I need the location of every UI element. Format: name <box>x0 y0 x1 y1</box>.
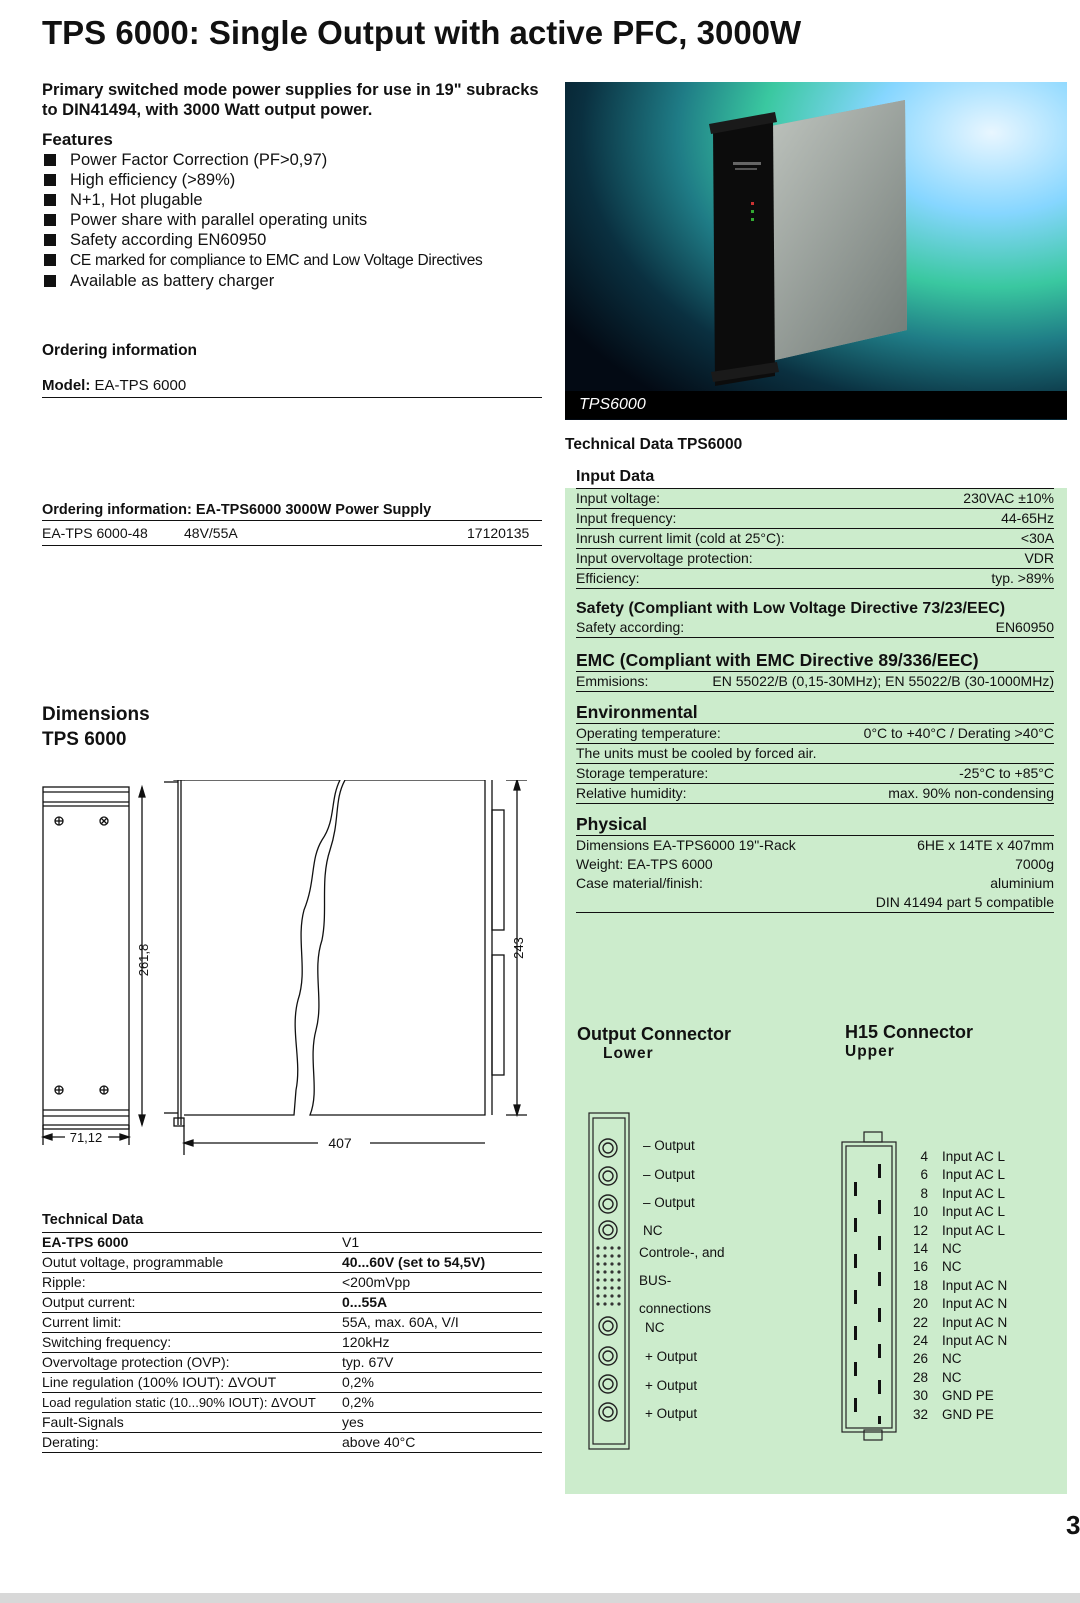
h15-pin-row: 28 NC <box>912 1369 962 1385</box>
table-row: Ripple: <200mVpp <box>42 1273 542 1293</box>
square-bullet-icon <box>44 194 56 206</box>
h15-pin-row: 18 Input AC N <box>912 1277 1008 1293</box>
table-row: Line regulation (100% IOUT): ΔVOUT 0,2% <box>42 1373 542 1393</box>
square-bullet-icon <box>44 174 56 186</box>
viewer-bottom-bar <box>0 1593 1080 1603</box>
output-pin-label: NC <box>645 1320 665 1335</box>
output-pin-label: NC <box>643 1223 663 1238</box>
feature-item: Safety according EN60950 <box>42 230 482 250</box>
table-row: EA-TPS 6000 V1 <box>42 1233 542 1253</box>
output-pin-label: BUS- <box>639 1273 672 1288</box>
h15-pin-list <box>908 1148 1007 1424</box>
spec-row: Case material/finish: aluminium <box>576 875 1054 891</box>
h15-connector-header: H15 Connector Upper <box>845 1022 974 1060</box>
safety-section <box>576 600 1054 638</box>
left-tech-data-heading: Technical Data <box>42 1212 144 1228</box>
table-row: Outut voltage, programmable 40...60V (set to 54,5V) <box>42 1253 542 1273</box>
dim-inner-label: 243 <box>511 937 526 959</box>
h15-pin-row: 16 NC <box>912 1259 962 1275</box>
section-heading: EMC (Compliant with EMC Directive 89/336/EEC) <box>576 650 979 670</box>
features-heading: Features <box>42 130 113 149</box>
environmental-section <box>576 702 1054 804</box>
h15-pin-row: 24 Input AC N <box>912 1333 1008 1349</box>
spec-row: Input voltage: 230VAC ±10% <box>576 490 1054 506</box>
table-row: Output current: 0...55A <box>42 1293 542 1313</box>
spec-row: Input frequency: 44-65Hz <box>576 510 1054 526</box>
physical-section <box>576 814 1054 913</box>
spec-row: Efficiency: typ. >89% <box>576 568 1054 589</box>
front-panel-outline <box>43 787 129 1129</box>
spec-row: Storage temperature: -25°C to +85°C <box>576 765 1054 781</box>
table-row: Current limit: 55A, max. 60A, V/I <box>42 1313 542 1333</box>
model-value: EA-TPS 6000 <box>94 377 187 394</box>
output-connector-drawing <box>588 1112 632 1452</box>
dim-height-label: 261,8 <box>136 943 151 977</box>
spec-row: Input overvoltage protection: VDR <box>576 550 1054 566</box>
square-bullet-icon <box>44 254 56 266</box>
ordering-table-heading: Ordering information: EA-TPS6000 3000W Power Supply <box>42 502 542 521</box>
feature-item: Available as battery charger <box>42 271 482 291</box>
square-bullet-icon <box>44 214 56 226</box>
spec-row: DIN 41494 part 5 compatible <box>576 893 1054 913</box>
table-row: Overvoltage protection (OVP): typ. 67V <box>42 1353 542 1373</box>
square-bullet-icon <box>44 154 56 166</box>
square-bullet-icon <box>44 275 56 287</box>
h15-connector-drawing <box>840 1130 900 1446</box>
dimension-drawing <box>40 780 550 1160</box>
spec-row: Inrush current limit (cold at 25°C): <30A <box>576 530 1054 546</box>
ordering-heading: Ordering information <box>42 342 197 359</box>
output-pin-label: + Output <box>645 1406 698 1421</box>
output-pin-label: + Output <box>645 1349 698 1364</box>
feature-item: Power Factor Correction (PF>0,97) <box>42 150 482 170</box>
feature-item: Power share with parallel operating units <box>42 210 482 230</box>
output-connector-header: Output Connector Lower <box>577 1024 731 1062</box>
section-heading: Environmental <box>576 702 698 722</box>
order-model: EA-TPS 6000-48 <box>42 525 148 541</box>
spec-row: Relative humidity: max. 90% non-condensing <box>576 783 1054 804</box>
output-pin-label: – Output <box>643 1195 695 1210</box>
photo-caption: TPS6000 <box>565 391 1067 419</box>
output-pin-label: – Output <box>643 1138 695 1153</box>
features-list <box>42 150 482 291</box>
h15-pin-row: 6 Input AC L <box>920 1167 1006 1183</box>
table-row: Derating: above 40°C <box>42 1433 542 1453</box>
model-line <box>42 377 542 398</box>
left-tech-data-table <box>42 1232 542 1453</box>
h15-pin-row: 12 Input AC L <box>912 1222 1006 1238</box>
power-supply-image <box>565 82 1067 420</box>
spec-row: Dimensions EA-TPS6000 19"-Rack 6HE x 14TE x 407mm <box>576 837 1054 853</box>
ordering-table-row <box>42 525 542 546</box>
section-heading: Physical <box>576 814 648 834</box>
dim-depth-label: 407 <box>328 1135 352 1151</box>
page-number: 3 <box>1066 1510 1080 1540</box>
h15-pin-row: 10 Input AC L <box>912 1204 1006 1220</box>
h15-pin-row: 26 NC <box>912 1351 962 1367</box>
output-pin-label: Controle-, and <box>639 1245 725 1260</box>
output-pin-label: – Output <box>643 1167 695 1182</box>
h15-pin-row: 20 Input AC N <box>912 1296 1008 1312</box>
page-title: TPS 6000: Single Output with active PFC, 3000W <box>42 14 802 51</box>
dimensions-heading: Dimensions TPS 6000 <box>42 704 150 750</box>
feature-item: High efficiency (>89%) <box>42 170 482 190</box>
tech-data-heading: Technical Data TPS6000 <box>565 436 743 453</box>
h15-pin-row: 32 GND PE <box>912 1406 994 1422</box>
h15-pin-row: 14 NC <box>912 1241 962 1257</box>
model-label: Model: <box>42 377 91 394</box>
h15-pin-row: 22 Input AC N <box>912 1314 1008 1330</box>
h15-pin-row: 4 Input AC L <box>920 1149 1006 1164</box>
product-photo <box>565 82 1067 420</box>
section-heading: Safety (Compliant with Low Voltage Directive 73/23/EEC) <box>576 600 1006 617</box>
square-bullet-icon <box>44 234 56 246</box>
h15-pin-row: 30 GND PE <box>912 1388 994 1404</box>
order-rating: 48V/55A <box>184 525 238 541</box>
spec-row: The units must be cooled by forced air. <box>576 743 1054 763</box>
emc-section <box>576 650 1054 692</box>
output-pin-label: connections <box>639 1301 712 1316</box>
intro-text: Primary switched mode power supplies for use in 19" subracks to DIN41494, with 3000 Watt output power. <box>42 81 539 119</box>
input-data-section <box>576 468 1054 589</box>
h15-pin-row: 8 Input AC L <box>920 1185 1006 1201</box>
order-part-number: 17120135 <box>467 525 530 541</box>
section-heading: Input Data <box>576 468 655 485</box>
feature-item: CE marked for compliance to EMC and Low Voltage Directives <box>42 250 482 271</box>
dim-width-label: 71,12 <box>69 1130 103 1145</box>
spec-row: Operating temperature: 0°C to +40°C / Derating >40°C <box>576 725 1054 741</box>
output-pin-label: + Output <box>645 1378 698 1393</box>
table-row: Fault-Signals yes <box>42 1413 542 1433</box>
spec-row: Safety according: EN60950 <box>576 618 1054 638</box>
spec-row: Weight: EA-TPS 6000 7000g <box>576 856 1054 872</box>
table-row: Switching frequency: 120kHz <box>42 1333 542 1353</box>
spec-row: Emmisions: EN 55022/B (0,15-30MHz); EN 55022/B (30-1000MHz) <box>576 671 1054 692</box>
feature-item: N+1, Hot plugable <box>42 190 482 210</box>
table-row: Load regulation static (10...90% IOUT): ΔVOUT 0,2% <box>42 1393 542 1413</box>
